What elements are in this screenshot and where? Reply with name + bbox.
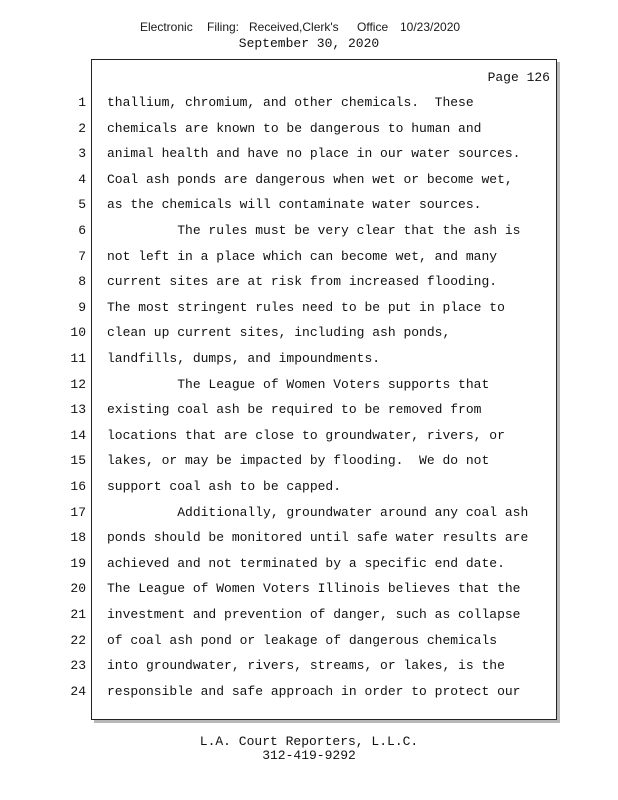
transcript-line: locations that are close to groundwater, rivers, or — [107, 428, 505, 443]
line-number: 15 — [70, 453, 86, 468]
transcript-line: as the chemicals will contaminate water sources. — [107, 197, 482, 212]
transcript-line: clean up current sites, including ash ponds, — [107, 325, 451, 340]
line-number: 12 — [70, 377, 86, 392]
stamp-filing-date: 10/23/2020 — [400, 20, 461, 34]
line-number: 9 — [78, 300, 86, 315]
electronic-filing-stamp — [140, 20, 470, 36]
transcript-date: September 30, 2020 — [238, 36, 380, 51]
stamp-word-filing: Filing: — [207, 20, 240, 34]
transcript-line: responsible and safe approach in order to protect our — [107, 684, 521, 699]
line-number: 17 — [70, 505, 86, 520]
court-reporter-phone: 312-419-9292 — [262, 748, 356, 763]
transcript-line: chemicals are known to be dangerous to human and — [107, 121, 482, 136]
transcript-line: investment and prevention of danger, such as collapse — [107, 607, 521, 622]
line-number: 6 — [78, 223, 86, 238]
transcript-line: lakes, or may be impacted by flooding. We do not — [107, 453, 490, 468]
transcript-line: The rules must be very clear that the ash is — [107, 223, 521, 238]
line-number: 8 — [78, 274, 86, 289]
transcript-line: Coal ash ponds are dangerous when wet or become wet, — [107, 172, 513, 187]
stamp-word-office: Office — [357, 20, 389, 34]
transcript-line: support coal ash to be capped. — [107, 479, 342, 494]
line-number: 20 — [70, 581, 86, 596]
page-number: Page 126 — [487, 70, 550, 85]
transcript-line: not left in a place which can become wet, and many — [107, 249, 498, 264]
line-number: 21 — [70, 607, 86, 622]
transcript-line: Additionally, groundwater around any coal ash — [107, 505, 529, 520]
line-number: 13 — [70, 402, 86, 417]
line-number: 14 — [70, 428, 86, 443]
line-number: 22 — [70, 633, 86, 648]
line-number: 18 — [70, 530, 86, 545]
line-number: 2 — [78, 121, 86, 136]
line-number: 4 — [78, 172, 86, 187]
transcript-line: landfills, dumps, and impoundments. — [107, 351, 381, 366]
line-number: 11 — [70, 351, 86, 366]
transcript-line: The League of Women Voters supports that — [107, 377, 490, 392]
transcript-line: existing coal ash be required to be removed from — [107, 402, 482, 417]
line-number: 10 — [70, 325, 86, 340]
transcript-line: animal health and have no place in our water sources. — [107, 146, 521, 161]
transcript-line: of coal ash pond or leakage of dangerous chemicals — [107, 633, 498, 648]
transcript-line: thallium, chromium, and other chemicals. These — [107, 95, 474, 110]
line-number: 7 — [78, 249, 86, 264]
line-number: 24 — [70, 684, 86, 699]
line-number: 23 — [70, 658, 86, 673]
transcript-line: achieved and not terminated by a specific end date. — [107, 556, 505, 571]
stamp-word-received-clerks: Received,Clerk's — [249, 20, 339, 34]
transcript-line: current sites are at risk from increased flooding. — [107, 274, 498, 289]
line-number: 16 — [70, 479, 86, 494]
line-number: 19 — [70, 556, 86, 571]
transcript-line: ponds should be monitored until safe water results are — [107, 530, 529, 545]
court-reporter-name: L.A. Court Reporters, L.L.C. — [199, 734, 419, 749]
line-number: 1 — [78, 95, 86, 110]
stamp-word-electronic: Electronic — [140, 20, 193, 34]
line-number: 5 — [78, 197, 86, 212]
transcript-line: The League of Women Voters Illinois believes that the — [107, 581, 521, 596]
transcript-line: into groundwater, rivers, streams, or lakes, is the — [107, 658, 505, 673]
line-number: 3 — [78, 146, 86, 161]
transcript-line: The most stringent rules need to be put in place to — [107, 300, 505, 315]
